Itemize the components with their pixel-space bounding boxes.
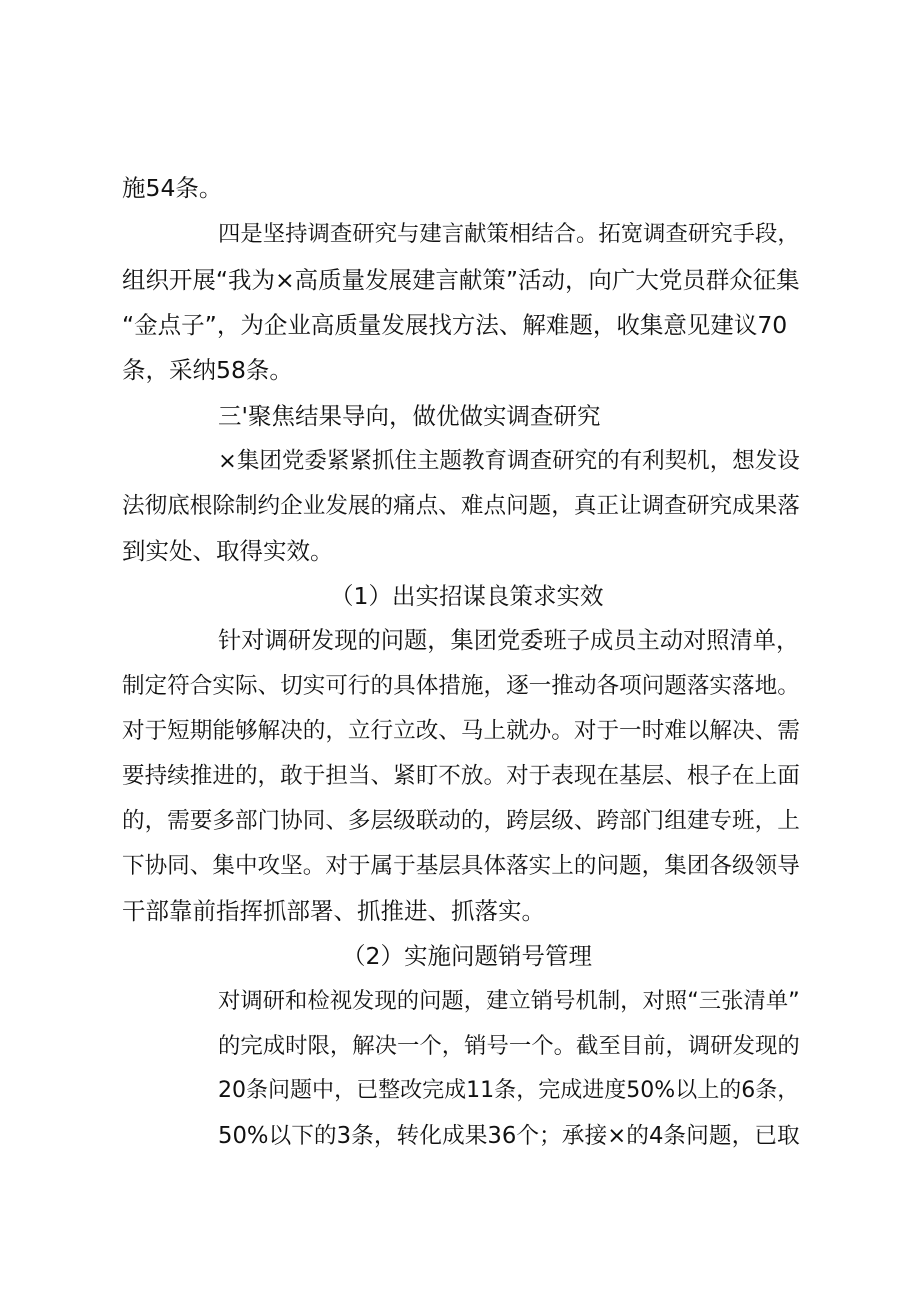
text-line: 的完成时限，解决一个，销号一个。截至目前，调研发现的 — [218, 1033, 800, 1059]
text-line: 制定符合实际、切实可行的具体措施，逐一推动各项问题落实落地。 — [122, 673, 800, 699]
text-line: 50%以下的3条，转化成果36个；承接×的4条问题，已取 — [218, 1123, 800, 1149]
text-line: 下协同、集中攻坚。对于属于基层具体落实上的问题，集团各级领导 — [122, 853, 800, 879]
text-line: ×集团党委紧紧抓住主题教育调查研究的有利契机，想发设 — [218, 448, 800, 474]
text-line: 针对调研发现的问题，集团党委班子成员主动对照清单， — [218, 627, 800, 654]
text-line: 对于短期能够解决的，立行立改、马上就办。对于一时难以解决、需 — [122, 718, 800, 744]
text-line: 条，采纳58条。 — [122, 356, 293, 384]
subsection-heading: （1）出实招谋良策求实效 — [330, 582, 604, 610]
text-line: 四是坚持调查研究与建言献策相结合。拓宽调查研究手段， — [218, 221, 800, 247]
subsection-heading: （2）实施问题销号管理 — [342, 942, 592, 970]
text-line: 的，需要多部门协同、多层级联动的，跨层级、跨部门组建专班，上 — [122, 808, 800, 834]
text-line: 对调研和检视发现的问题，建立销号机制，对照“三张清单” — [218, 988, 800, 1014]
text-line: 施54条。 — [122, 174, 223, 202]
text-line: 组织开展“我为×高质量发展建言献策”活动，向广大党员群众征集 — [122, 266, 800, 294]
text-line: “金点子”，为企业高质量发展找方法、解难题，收集意见建议70 — [122, 311, 788, 339]
text-line: 到实处、取得实效。 — [122, 537, 334, 565]
text-line: 要持续推进的，敢于担当、紧盯不放。对于表现在基层、根子在上面 — [122, 763, 800, 789]
section-heading: 三'聚焦结果导向，做优做实调查研究 — [218, 402, 601, 430]
text-line: 法彻底根除制约企业发展的痛点、难点问题，真正让调查研究成果落 — [122, 493, 800, 519]
text-line: 20条问题中，已整改完成11条，完成进度50%以上的6条， — [218, 1078, 800, 1103]
text-line: 干部靠前指挥抓部署、抓推进、抓落实。 — [122, 897, 545, 925]
